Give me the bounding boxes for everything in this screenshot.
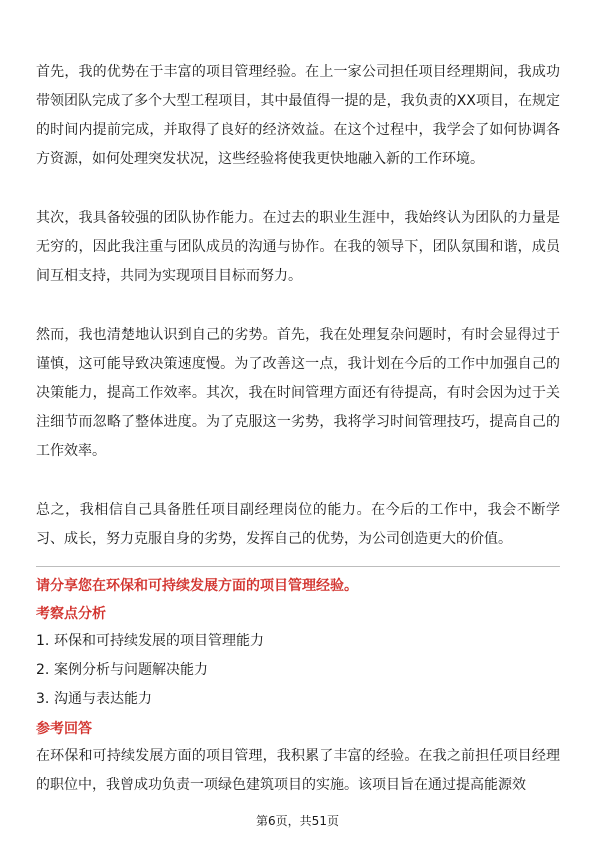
interview-question: 请分享您在环保和可持续发展方面的项目管理经验。: [36, 578, 358, 594]
paragraph-weaknesses: 然而，我也清楚地认识到自己的劣势。首先，我在处理复杂问题时，有时会显得过于谨慎，这可能导致决策速度慢。为了改善这一点，我计划在今后的工作中加强自己的决策能力，提高工作效率。其次，我在时间管理方面还有待提高，有时会因为过于关注细节而忽略了整体进度。为了克服这一劣势，我将学习时间管理技巧，提高自己的工作效率。: [36, 327, 560, 459]
section-divider: [36, 566, 560, 567]
paragraph-teamwork: 其次，我具备较强的团队协作能力。在过去的职业生涯中，我始终认为团队的力量是无穷的，因此我注重与团队成员的沟通与协作。在我的领导下，团队氛围和谐，成员间互相支持，共同为实现项目目标而努力。: [36, 210, 560, 284]
analysis-heading: 考察点分析: [36, 606, 106, 622]
point-number: 1.: [36, 633, 50, 649]
document-page: [36, 58, 560, 800]
reference-heading: 参考回答: [36, 721, 92, 737]
reference-answer: 在环保和可持续发展方面的项目管理，我积累了丰富的经验。在我之前担任项目经理的职位中，我曾成功负责一项绿色建筑项目的实施。该项目旨在通过提高能源效: [36, 748, 560, 793]
analysis-point: [36, 685, 560, 714]
point-number: 3.: [36, 691, 50, 707]
point-text: 沟通与表达能力: [54, 691, 152, 707]
point-number: 2.: [36, 662, 50, 678]
paragraph-spacer: [36, 466, 560, 496]
paragraph-spacer: [36, 291, 560, 321]
point-text: 案例分析与问题解决能力: [54, 662, 208, 678]
point-text: 环保和可持续发展的项目管理能力: [54, 633, 264, 649]
paragraph-spacer: [36, 174, 560, 204]
paragraph-conclusion: 总之，我相信自己具备胜任项目副经理岗位的能力。在今后的工作中，我会不断学习、成长，努力克服自身的劣势，发挥自己的优势，为公司创造更大的价值。: [36, 502, 560, 547]
analysis-point: [36, 656, 560, 685]
paragraph-strengths: 首先，我的优势在于丰富的项目管理经验。在上一家公司担任项目经理期间，我成功带领团队完成了多个大型工程项目，其中最值得一提的是，我负责的XX项目，在规定的时间内提前完成，并取得了良好的经济效益。在这个过程中，我学会了如何协调各方资源，如何处理突发状况，这些经验将使我更快地融入新的工作环境。: [36, 64, 560, 167]
analysis-point: [36, 627, 560, 656]
page-number: 第6页，共51页: [256, 814, 339, 828]
